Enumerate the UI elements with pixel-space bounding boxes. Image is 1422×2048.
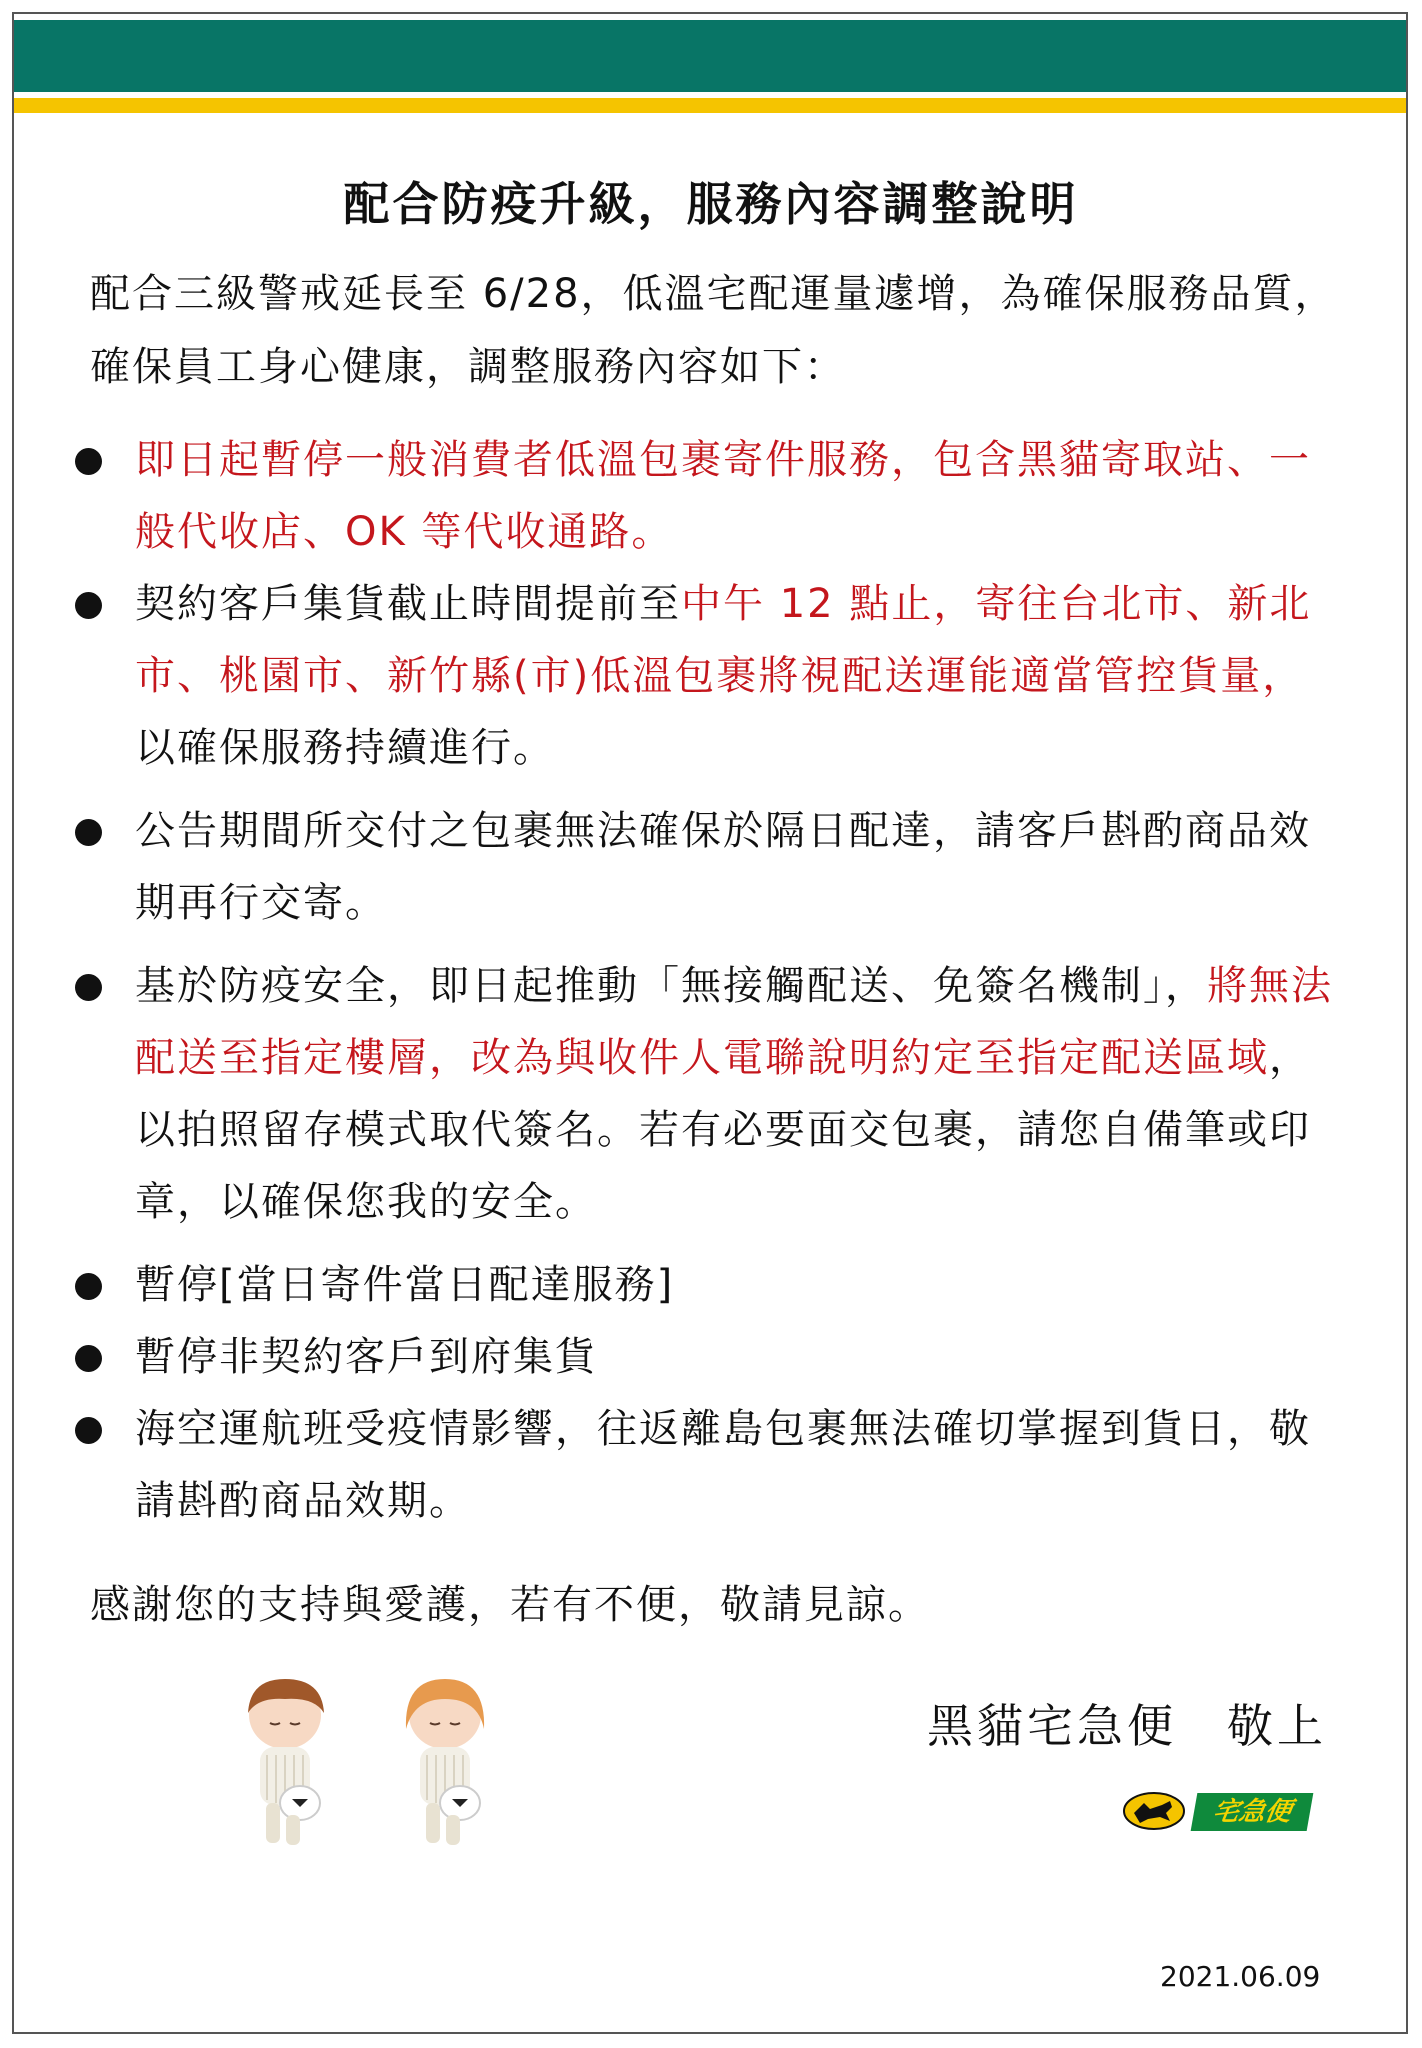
- company-logo: [1122, 1791, 1312, 1831]
- bullet-dot-icon: [75, 974, 102, 1001]
- bullet-text: 暫停[當日寄件當日配達服務]: [135, 1262, 675, 1308]
- bullet-item: [75, 950, 1345, 1238]
- bullet-dot-icon: [75, 819, 102, 846]
- bullet-item: [75, 1249, 1345, 1321]
- header-stripe: [14, 98, 1406, 113]
- bullet-text-emphasis: 中午 12 點止，寄往台北市、新北市、桃園市、新竹縣(市)低溫包裹將視配送運能適當管控貨量，: [135, 581, 1312, 699]
- intro-paragraph: 配合三級警戒延長至 6/28，低溫宅配運量遽增，為確保服務品質，確保員工身心健康，調整服務內容如下：: [90, 271, 1337, 390]
- bullet-text: 海空運航班受疫情影響，往返離島包裹無法確切掌握到貨日，敬請斟酌商品效期。: [135, 1406, 1311, 1524]
- notice-title: 配合防疫升級，服務內容調整說明: [343, 177, 1079, 231]
- courier-girl-illustration: [390, 1675, 500, 1850]
- bullet-text: 基於防疫安全，即日起推動「無接觸配送、免簽名機制」，: [135, 963, 1207, 1009]
- bullet-text: 公告期間所交付之包裹無法確保於隔日配達，請客戶斟酌商品效期再行交寄。: [135, 808, 1311, 926]
- bullet-list: [75, 424, 1345, 1537]
- bullet-dot-icon: [75, 448, 102, 475]
- bullet-item: [75, 1321, 1345, 1393]
- header-band: [14, 20, 1406, 92]
- bullet-dot-icon: [75, 592, 102, 619]
- notice-date: 2021.06.09: [1160, 1960, 1321, 1993]
- bullet-item: [75, 1393, 1345, 1537]
- bullet-dot-icon: [75, 1345, 102, 1372]
- logo-text: 宅急便: [1191, 1793, 1314, 1831]
- bullet-dot-icon: [75, 1273, 102, 1300]
- bullet-text-emphasis: 將無法配送至指定樓層，改為與收件人電聯說明約定至指定配送區域: [135, 963, 1333, 1081]
- thanks-text: 感謝您的支持與愛護，若有不便，敬請見諒。: [90, 1582, 930, 1628]
- bullet-text: 以確保服務持續進行。: [135, 725, 555, 771]
- black-cat-logo-icon: [1122, 1791, 1186, 1831]
- bullet-item: [75, 795, 1345, 939]
- bullet-text: ，以拍照留存模式取代簽名。若有必要面交包裹，請您自備筆或印章，以確保您我的安全。: [135, 1035, 1311, 1225]
- courier-boy-illustration: [230, 1675, 340, 1850]
- bullet-text: 暫停非契約客戶到府集貨: [135, 1334, 597, 1380]
- bullet-dot-icon: [75, 1417, 102, 1444]
- signature: 黑貓宅急便 敬上: [927, 1699, 1327, 1753]
- bullet-item: [75, 568, 1345, 784]
- bullet-text: 即日起暫停一般消費者低溫包裹寄件服務，包含黑貓寄取站、一般代收店、OK 等代收通路。: [135, 437, 1311, 555]
- bullet-text: 契約客戶集貨截止時間提前至: [135, 581, 681, 627]
- bullet-item: [75, 424, 1345, 568]
